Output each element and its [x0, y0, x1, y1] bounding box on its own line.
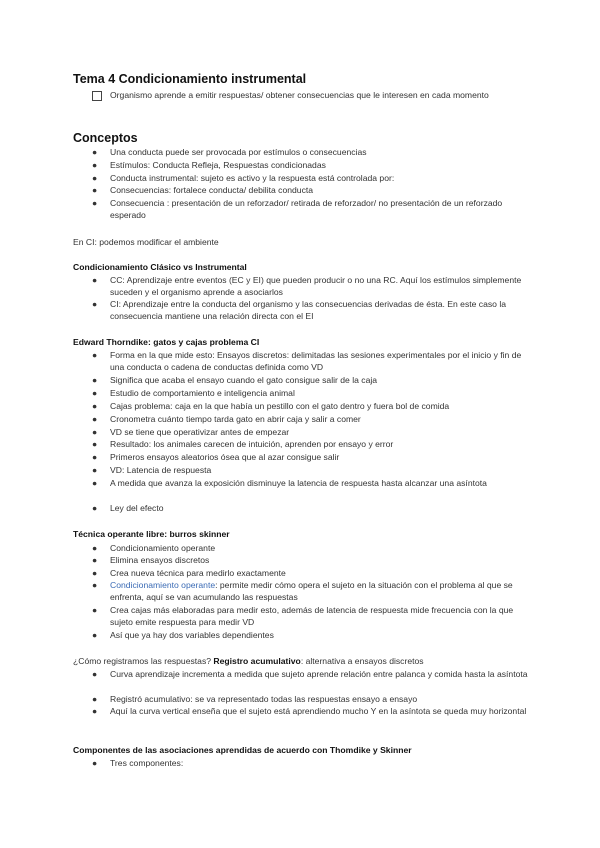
bullet: ● [92, 630, 98, 640]
list-item: Crea nueva técnica para medirlo exactamente [110, 568, 286, 578]
bullet: ● [92, 275, 98, 285]
list-item: Así que ya hay dos variables dependientes [110, 630, 274, 640]
list-item-rest: : permite medir cómo opera el sujeto en la situación con el problema al que se enfrenta, aquí se van acumulando las respuestas [110, 580, 513, 602]
bullet: ● [92, 706, 98, 716]
registro-intro-pre: ¿Cómo registramos las respuestas? [73, 656, 214, 666]
bullet: ● [92, 401, 98, 411]
list-item: Crea cajas más elaboradas para medir esto, además de latencia de respuesta mide frecuencia con la que sujeto emite respuesta para medir VD [110, 605, 514, 627]
bullet: ● [92, 350, 98, 360]
bullet: ● [92, 388, 98, 398]
bullet: ● [92, 669, 98, 679]
bullet: ● [92, 160, 98, 170]
section-heading-cc-vs-ci: Condicionamiento Clásico vs Instrumental [73, 262, 247, 272]
task-text: Organismo aprende a emitir respuestas/ obtener consecuencias que le interesen en cada momento [110, 90, 489, 100]
list-item: Conducta instrumental: sujeto es activo y la respuesta está controlada por: [110, 173, 395, 183]
registro-intro-post: : alternativa a ensayos discretos [300, 656, 424, 666]
page-title: Tema 4 Condicionamiento instrumental [73, 72, 307, 86]
list-item: Una conducta puede ser provocada por estímulos o consecuencias [110, 147, 367, 157]
bullet: ● [92, 439, 98, 449]
bullet: ● [92, 605, 98, 615]
section-heading-componentes: Componentes de las asociaciones aprendidas de acuerdo con Thomdike y Skinner [73, 745, 412, 755]
bullet: ● [92, 414, 98, 424]
bullet: ● [92, 147, 98, 157]
bullet: ● [92, 580, 98, 590]
bullet: ● [92, 185, 98, 195]
bullet: ● [92, 375, 98, 385]
section-heading-skinner: Técnica operante libre: burros skinner [73, 529, 230, 539]
bullet: ● [92, 427, 98, 437]
list-item: Aquí la curva vertical enseña que el sujeto está aprendiendo mucho Y en la asíntota se queda muy horizontal [110, 706, 527, 716]
condicionamiento-operante-link[interactable]: Condicionamiento operante [110, 580, 216, 590]
list-item: VD: Latencia de respuesta [110, 465, 212, 475]
list-item: Ley del efecto [110, 503, 164, 513]
note: En CI: podemos modificar el ambiente [73, 237, 219, 247]
list-item: Condicionamiento operante [110, 543, 216, 553]
list-item: Elimina ensayos discretos [110, 555, 210, 565]
list-item: Primeros ensayos aleatorios ósea que al azar consigue salir [110, 452, 340, 462]
bullet: ● [92, 694, 98, 704]
registro-intro-bold: Registro acumulativo [213, 656, 301, 666]
list-item: CI: Aprendizaje entre la conducta del organismo y las consecuencias derivadas de ésta. En este caso la consecuencia mantiene una relación directa con el EI [110, 299, 507, 321]
bullet: ● [92, 173, 98, 183]
bullet: ● [92, 758, 98, 768]
list-item: Tres componentes: [110, 758, 184, 768]
list-item: Significa que acaba el ensayo cuando el gato consigue salir de la caja [110, 375, 378, 385]
list-item: Estudio de comportamiento e inteligencia animal [110, 388, 295, 398]
bullet: ● [92, 299, 98, 309]
list-item: Cajas problema: caja en la que había un pestillo con el gato dentro y fuera bol de comida [110, 401, 450, 411]
list-item: Estímulos: Conducta Refleja, Respuestas condicionadas [110, 160, 326, 170]
bullet: ● [92, 478, 98, 488]
list-item: Cronometra cuánto tiempo tarda gato en abrir caja y salir a comer [110, 414, 361, 424]
list-item: Registró acumulativo: se va representado todas las respuestas ensayo a ensayo [110, 694, 418, 704]
list-item: Consecuencia : presentación de un reforzador/ retirada de reforzador/ no presentación de un reforzado esperado [110, 198, 503, 220]
bullet: ● [92, 568, 98, 578]
list-item: Curva aprendizaje incrementa a medida que sujeto aprende relación entre palanca y comida hasta la asíntota [110, 669, 528, 679]
bullet: ● [92, 198, 98, 208]
list-item: VD se tiene que operativizar antes de empezar [110, 427, 290, 437]
list-item: A medida que avanza la exposición disminuye la latencia de respuesta hasta alcanzar una asíntota [110, 478, 487, 488]
list-item [110, 580, 530, 604]
list-item: Resultado: los animales carecen de intuición, aprenden por ensayo y error [110, 439, 394, 449]
list-item: CC: Aprendizaje entre eventos (EC y EI) que pueden producir o no una RC. Aquí los estímulos simplemente suceden y el organismo aprende a asociarlos [110, 275, 522, 297]
list-item: Consecuencias: fortalece conducta/ debilita conducta [110, 185, 314, 195]
bullet: ● [92, 452, 98, 462]
checkbox[interactable] [92, 91, 102, 101]
conceptos-heading: Conceptos [73, 131, 138, 145]
section-heading-thorndike: Edward Thorndike: gatos y cajas problema CI [73, 337, 260, 347]
registro-intro [73, 656, 533, 666]
bullet: ● [92, 543, 98, 553]
list-item: Forma en la que mide esto: Ensayos discretos: delimitadas las sesiones experimentales por el inicio y fin de una conducta o cadena de conductas definida como VD [110, 350, 522, 372]
bullet: ● [92, 503, 98, 513]
bullet: ● [92, 555, 98, 565]
bullet: ● [92, 465, 98, 475]
